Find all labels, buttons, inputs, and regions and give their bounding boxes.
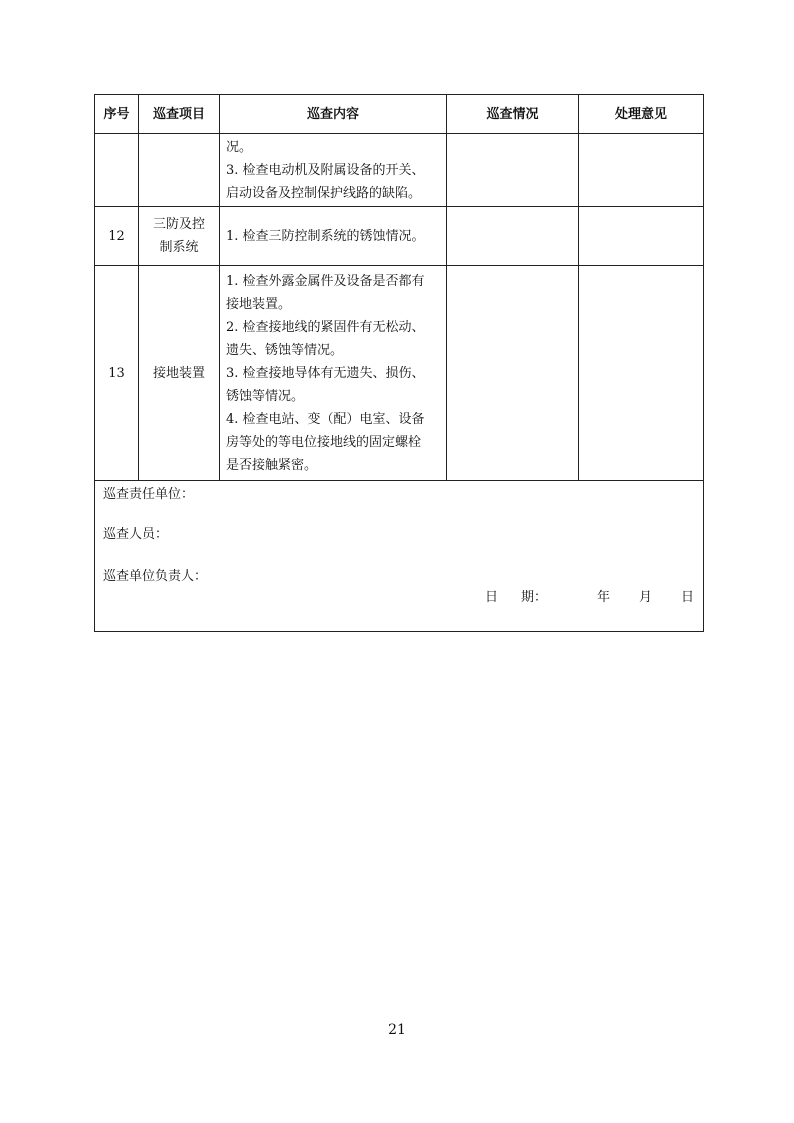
inspection-staff-label: 巡查人员： [103,527,169,542]
responsible-unit-label: 巡查责任单位： [103,487,195,502]
signature-block [95,481,704,632]
content-line: 锈蚀等情况。 [226,388,305,404]
content-line: 1. 检查外露金属件及设备是否都有 [226,273,425,289]
inspection-table [94,94,704,632]
row-opinion-cell[interactable] [579,266,704,481]
header-opinion: 处理意见 [579,95,704,134]
content-line: 况。 [226,139,253,155]
row-situation-cell[interactable] [447,207,579,266]
month-label: 月 [639,590,653,605]
day-label: 日 [681,590,695,605]
row-situation-cell[interactable] [447,266,579,481]
year-label: 年 [597,590,611,605]
item-line: 制系统 [159,240,199,255]
table-row [95,266,704,481]
content-line: 3. 检查接地导体有无遗失、损伤、 [226,365,425,381]
table-row [95,134,704,207]
row-num: 12 [95,207,139,266]
item-line: 三防及控 [152,217,205,232]
row-item [139,134,220,207]
header-content: 巡查内容 [220,95,447,134]
content-line: 遗失、锈蚀等情况。 [226,342,344,358]
header-item: 巡查项目 [139,95,220,134]
table-header-row [95,95,704,134]
content-line: 启动设备及控制保护线路的缺陷。 [226,185,422,201]
unit-head-label: 巡查单位负责人： [103,569,208,584]
content-line: 房等处的等电位接地线的固定螺栓 [226,434,422,450]
table-row [95,207,704,266]
row-num: 13 [95,266,139,481]
content-line: 1. 检查三防控制系统的锈蚀情况。 [226,228,425,244]
header-num: 序号 [95,95,139,134]
row-num [95,134,139,207]
content-line: 接地装置。 [226,296,292,312]
row-content [220,207,447,266]
row-content [220,134,447,207]
content-line: 是否接触紧密。 [226,457,318,473]
signature-row [95,481,704,632]
row-content [220,266,447,481]
row-item [139,207,220,266]
header-situation: 巡查情况 [447,95,579,134]
page-number: 21 [388,1022,406,1038]
row-situation-cell[interactable] [447,134,579,207]
content-line: 3. 检查电动机及附属设备的开关、 [226,162,425,178]
date-label-1: 日 [485,590,499,605]
row-opinion-cell[interactable] [579,134,704,207]
content-line: 2. 检查接地线的紧固件有无松动、 [226,319,425,335]
row-opinion-cell[interactable] [579,207,704,266]
date-label-2: 期： [521,590,548,605]
row-item: 接地装置 [139,266,220,481]
content-line: 4. 检查电站、变（配）电室、设备 [226,411,425,427]
